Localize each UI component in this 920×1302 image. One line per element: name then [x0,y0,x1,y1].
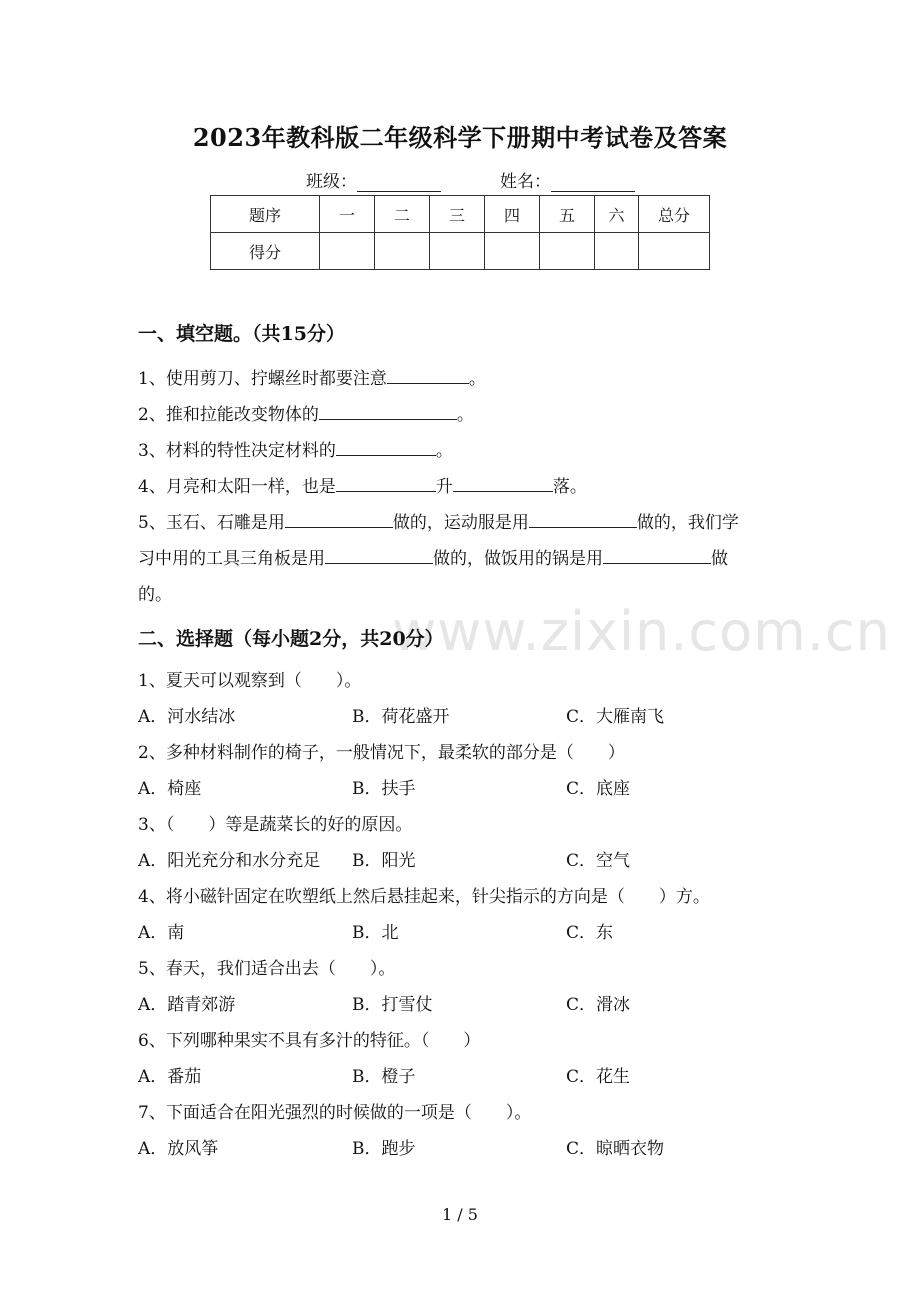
option-a[interactable]: A．番茄 [138,1067,202,1087]
option-c[interactable]: C．空气 [566,851,631,871]
answer-blank[interactable] [603,545,711,564]
question-text: 。 [435,441,453,461]
score-header-cell: 五 [540,196,595,233]
question-text: 做 [711,549,728,569]
choice-question-1: 1、夏天可以观察到（ ）。 [138,671,362,691]
class-label: 班级： [306,172,357,192]
score-input-cell[interactable] [639,233,710,270]
page-title: 2023年教科版二年级科学下册期中考试卷及答案 [192,123,728,152]
question-text: 2、推和拉能改变物体的 [138,405,319,425]
name-field [500,167,635,192]
question-text: 5、玉石、石雕是用 [138,513,285,533]
option-b[interactable]: B．橙子 [352,1067,416,1087]
answer-blank[interactable] [453,473,553,492]
name-label: 姓名： [500,172,551,192]
class-blank [357,171,441,192]
option-b[interactable]: B．跑步 [352,1139,416,1159]
section2-heading: 二、选择题（每小题2分，共20分） [138,628,444,650]
option-a[interactable]: A．河水结冰 [138,707,236,727]
fill-question-5-line-2 [138,544,728,569]
score-input-cell[interactable] [375,233,430,270]
score-input-cell[interactable] [540,233,595,270]
option-b[interactable]: B．打雪仗 [352,995,433,1015]
option-b[interactable]: B．阳光 [352,851,416,871]
score-header-cell: 六 [595,196,639,233]
option-c[interactable]: C．滑冰 [566,995,631,1015]
name-blank [551,171,635,192]
watermark: www.zixin.com.cn [392,600,891,663]
score-header-cell: 总分 [639,196,710,233]
answer-blank[interactable] [529,509,637,528]
question-text: 习中用的工具三角板是用 [138,549,325,569]
score-table-score-row [211,233,710,270]
fill-question-1 [138,364,486,389]
score-table [210,195,710,270]
option-a[interactable]: A．踏青郊游 [138,995,236,1015]
choice-question-6: 6、下列哪种果实不具有多汁的特征。（ ） [138,1031,481,1051]
answer-blank[interactable] [325,545,433,564]
choice-question-7: 7、下面适合在阳光强烈的时候做的一项是（ ）。 [138,1103,532,1123]
question-text: 做的，运动服是用 [392,513,529,533]
question-text: 。 [468,369,486,389]
option-b[interactable]: B．扶手 [352,779,416,799]
choice-question-5: 5、春天，我们适合出去（ ）。 [138,959,396,979]
fill-question-5-line-3: 的。 [138,585,172,605]
page-number: 1 / 5 [442,1205,478,1224]
option-c[interactable]: C．花生 [566,1067,631,1087]
answer-blank[interactable] [387,365,469,384]
option-b[interactable]: B．荷花盛开 [352,707,450,727]
score-input-cell[interactable] [430,233,485,270]
score-input-cell[interactable] [595,233,639,270]
option-c[interactable]: C．晾晒衣物 [566,1139,665,1159]
score-header-cell: 三 [430,196,485,233]
question-text: 升 [435,477,453,497]
section1-heading: 一、填空题。（共15分） [138,323,345,345]
question-text: 1、使用剪刀、拧螺丝时都要注意 [138,369,387,389]
option-a[interactable]: A．南 [138,923,185,943]
choice-question-4: 4、将小磁针固定在吹塑纸上然后悬挂起来，针尖指示的方向是（ ）方。 [138,887,710,907]
score-row-label: 得分 [211,233,320,270]
question-text: 3、材料的特性决定材料的 [138,441,336,461]
question-text: 做的，做饭用的锅是用 [433,549,603,569]
question-text: 。 [456,405,474,425]
answer-blank[interactable] [285,509,393,528]
option-b[interactable]: B．北 [352,923,399,943]
fill-question-3 [138,436,453,461]
choice-question-2: 2、多种材料制作的椅子，一般情况下，最柔软的部分是（ ） [138,743,625,763]
answer-blank[interactable] [336,473,436,492]
option-a[interactable]: A．阳光充分和水分充足 [138,851,321,871]
score-header-cell: 二 [375,196,430,233]
question-text: 做的，我们学 [636,513,739,533]
score-header-cell: 四 [485,196,540,233]
score-header-cell: 一 [320,196,375,233]
fill-question-2 [138,400,474,425]
option-c[interactable]: C．东 [566,923,614,943]
option-a[interactable]: A．放风筝 [138,1139,219,1159]
answer-blank[interactable] [319,401,457,420]
question-text: 落。 [552,477,587,497]
answer-blank[interactable] [336,437,436,456]
option-c[interactable]: C．大雁南飞 [566,707,665,727]
score-header-cell: 题序 [211,196,320,233]
score-table-header-row [211,196,710,233]
choice-question-3: 3、（ ）等是蔬菜长的好的原因。 [138,815,413,835]
option-c[interactable]: C．底座 [566,779,631,799]
fill-question-4 [138,472,587,497]
class-field [306,167,441,192]
score-input-cell[interactable] [320,233,375,270]
score-input-cell[interactable] [485,233,540,270]
question-text: 4、月亮和太阳一样，也是 [138,477,336,497]
fill-question-5-line-1 [138,508,739,533]
option-a[interactable]: A．椅座 [138,779,202,799]
